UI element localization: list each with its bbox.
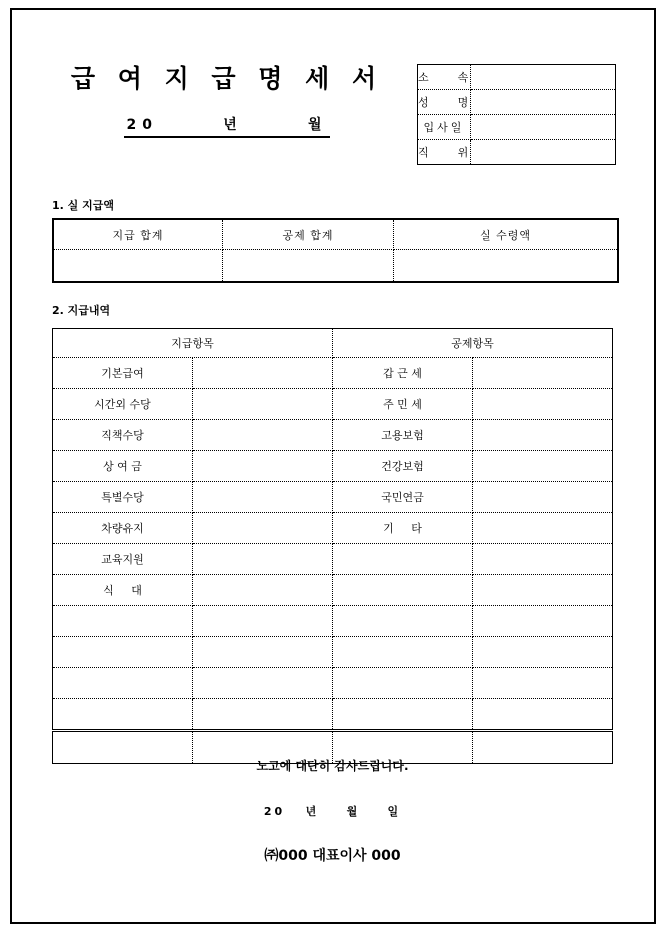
deduction-item-value[interactable] [473,544,613,575]
column-header-net-amount: 실 수령액 [394,219,619,250]
employee-field-value-position[interactable] [471,140,616,165]
table-row [418,115,616,140]
deduction-item-value[interactable] [473,358,613,389]
pay-item-value[interactable] [193,358,333,389]
table-row [53,420,613,451]
table-row [53,513,613,544]
table-header-row [53,329,613,358]
pay-item-label: 특별수당 [53,482,193,513]
table-row [53,451,613,482]
title-block [52,62,402,138]
pay-item-value[interactable] [193,544,333,575]
footer-company-signature: ㈜000 대표이사 000 [264,848,401,864]
pay-item-value[interactable] [193,637,333,668]
pay-item-value[interactable] [193,575,333,606]
deduction-item-label: 주 민 세 [333,389,473,420]
value-net-amount[interactable] [394,250,619,283]
deduction-item-value[interactable] [473,606,613,637]
table-row [53,250,618,283]
employee-field-value-name[interactable] [471,90,616,115]
table-header-row [53,219,618,250]
table-row [418,90,616,115]
deduction-item-label: 국민연금 [333,482,473,513]
pay-item-label [53,637,193,668]
pay-item-label: 교육지원 [53,544,193,575]
pay-item-value[interactable] [193,606,333,637]
table-row [53,606,613,637]
table-row [53,389,613,420]
deduction-item-label [333,606,473,637]
employee-field-value-department[interactable] [471,65,616,90]
section-heading-net-pay: 1. 실 지급액 [52,199,114,212]
pay-item-value[interactable] [193,389,333,420]
section-heading-pay-details: 2. 지급내역 [52,304,111,317]
column-header-pay-items: 지급항목 [53,329,333,358]
pay-item-label: 식 대 [53,575,193,606]
deduction-item-label [333,637,473,668]
footer-thanks-message: 노고에 대단히 감사드립니다. [256,759,409,773]
pay-item-value[interactable] [193,513,333,544]
deduction-item-value[interactable] [473,451,613,482]
deduction-item-value[interactable] [473,513,613,544]
employee-field-label-position: 직 위 [418,140,471,165]
deduction-item-value[interactable] [473,420,613,451]
deduction-item-label [333,668,473,699]
table-row [53,699,613,731]
value-total-pay[interactable] [53,250,223,283]
deduction-item-label [333,699,473,731]
employee-field-value-hire-date[interactable] [471,115,616,140]
table-row [53,668,613,699]
deduction-item-label [333,575,473,606]
footer-date-line: 20 년 월 일 [263,805,402,818]
pay-item-label: 상 여 금 [53,451,193,482]
pay-item-value[interactable] [193,668,333,699]
column-header-total-deduction: 공제 합계 [223,219,394,250]
pay-item-label [53,606,193,637]
pay-item-value[interactable] [193,482,333,513]
employee-field-label-name: 성 명 [418,90,471,115]
column-header-total-pay: 지급 합계 [53,219,223,250]
table-row [53,637,613,668]
pay-details-table [52,328,613,764]
table-row [53,544,613,575]
employee-field-label-department: 소 속 [418,65,471,90]
pay-item-label: 시간외 수당 [53,389,193,420]
page-title: 급 여 지 급 명 세 서 [70,64,384,93]
value-total-deduction[interactable] [223,250,394,283]
pay-item-value[interactable] [193,420,333,451]
deduction-item-value[interactable] [473,637,613,668]
pay-item-label: 기본급여 [53,358,193,389]
employee-info-table [417,64,616,165]
deduction-item-value[interactable] [473,482,613,513]
table-row [418,65,616,90]
deduction-item-value[interactable] [473,575,613,606]
pay-item-label [53,699,193,731]
deduction-item-label: 갑 근 세 [333,358,473,389]
pay-item-value[interactable] [193,451,333,482]
table-row [418,140,616,165]
table-row [53,482,613,513]
table-row [53,575,613,606]
deduction-item-value[interactable] [473,389,613,420]
column-header-deduction-items: 공제항목 [333,329,613,358]
document-period-subtitle: 20 년 월 [124,114,329,138]
pay-item-label [53,668,193,699]
employee-field-label-hire-date: 입사일 [418,115,471,140]
deduction-item-label: 기 타 [333,513,473,544]
table-row [53,358,613,389]
deduction-item-label [333,544,473,575]
deduction-item-label: 고용보험 [333,420,473,451]
net-pay-summary-table [52,218,619,283]
deduction-item-value[interactable] [473,699,613,731]
deduction-item-label: 건강보험 [333,451,473,482]
pay-item-label: 직책수당 [53,420,193,451]
deduction-item-value[interactable] [473,668,613,699]
pay-item-value[interactable] [193,699,333,731]
pay-item-label: 차량유지 [53,513,193,544]
